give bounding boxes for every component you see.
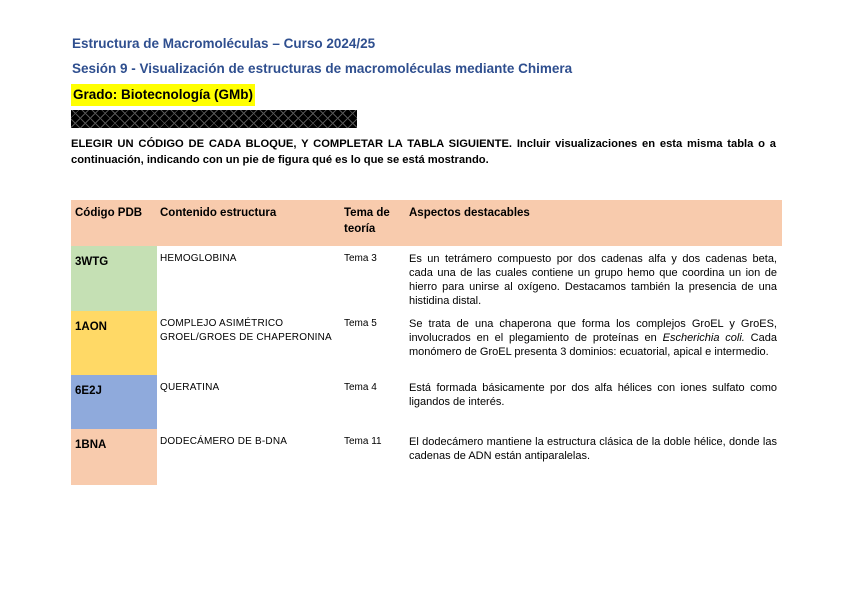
course-title: Estructura de Macromoléculas – Curso 2024/25: [72, 36, 376, 51]
content-cell: DODECÁMERO DE B-DNA: [160, 436, 288, 447]
species-name: Escherichia coli.: [662, 332, 745, 344]
topic-cell: Tema 4: [344, 382, 377, 393]
highlights-cell: Es un tetrámero compuesto por dos cadenas alfa y dos cadenas beta, cada una de las cuales contiene un grupo hemo que coordina un ion de hierro para unirse al oxígeno. Destacamos también la presencia de una histidina distal.: [409, 253, 777, 307]
highlights-cell: [409, 311, 777, 359]
table-row: [71, 311, 782, 375]
header-content: Contenido estructura: [160, 207, 277, 219]
table-row: [71, 429, 782, 485]
table-header-row: [71, 200, 782, 246]
pdb-code-cell: 3WTG: [71, 246, 157, 311]
pdb-code-cell: 1AON: [71, 311, 157, 375]
content-cell: HEMOGLOBINA: [160, 253, 237, 264]
pdb-code-cell: 6E2J: [71, 375, 157, 429]
highlights-cell: Está formada básicamente por dos alfa hélices con iones sulfato como ligandos de interés.: [409, 382, 777, 408]
table-row: [71, 246, 782, 311]
header-topic: Tema de teoría: [344, 207, 390, 235]
degree-label: Grado: Biotecnología (GMb): [71, 84, 255, 106]
highlights-cell: El dodecámero mantiene la estructura clásica de la doble hélice, donde las cadenas de ADN están antiparalelas.: [409, 436, 777, 462]
highlights-text: Cada monómero de GroEL presenta 3 dominios: ecuatorial, apical e intermedio.: [409, 332, 777, 358]
instructions-text: ELEGIR UN CÓDIGO DE CADA BLOQUE, Y COMPLETAR LA TABLA SIGUIENTE. Incluir visualizaciones en esta misma tabla o a continuación, indicando con un pie de figura qué es lo que se está mostrando.: [71, 138, 776, 166]
redacted-name-bar: [71, 110, 357, 128]
table-row: [71, 375, 782, 429]
header-pdb-code: Código PDB: [75, 207, 143, 219]
topic-cell: Tema 5: [344, 318, 377, 329]
content-cell: COMPLEJO ASIMÉTRICO GROEL/GROES DE CHAPERONINA: [160, 318, 332, 343]
pdb-code-cell: 1BNA: [71, 429, 157, 485]
highlights-text: Se trata de una chaperona que forma los complejos GroEL y GroES, involucrados en el plegamiento de proteínas en: [409, 318, 777, 344]
content-cell: QUERATINA: [160, 382, 220, 393]
topic-cell: Tema 11: [344, 436, 382, 447]
topic-cell: Tema 3: [344, 253, 377, 264]
session-title: Sesión 9 - Visualización de estructuras de macromoléculas mediante Chimera: [72, 61, 573, 76]
header-highlights: Aspectos destacables: [409, 207, 530, 219]
